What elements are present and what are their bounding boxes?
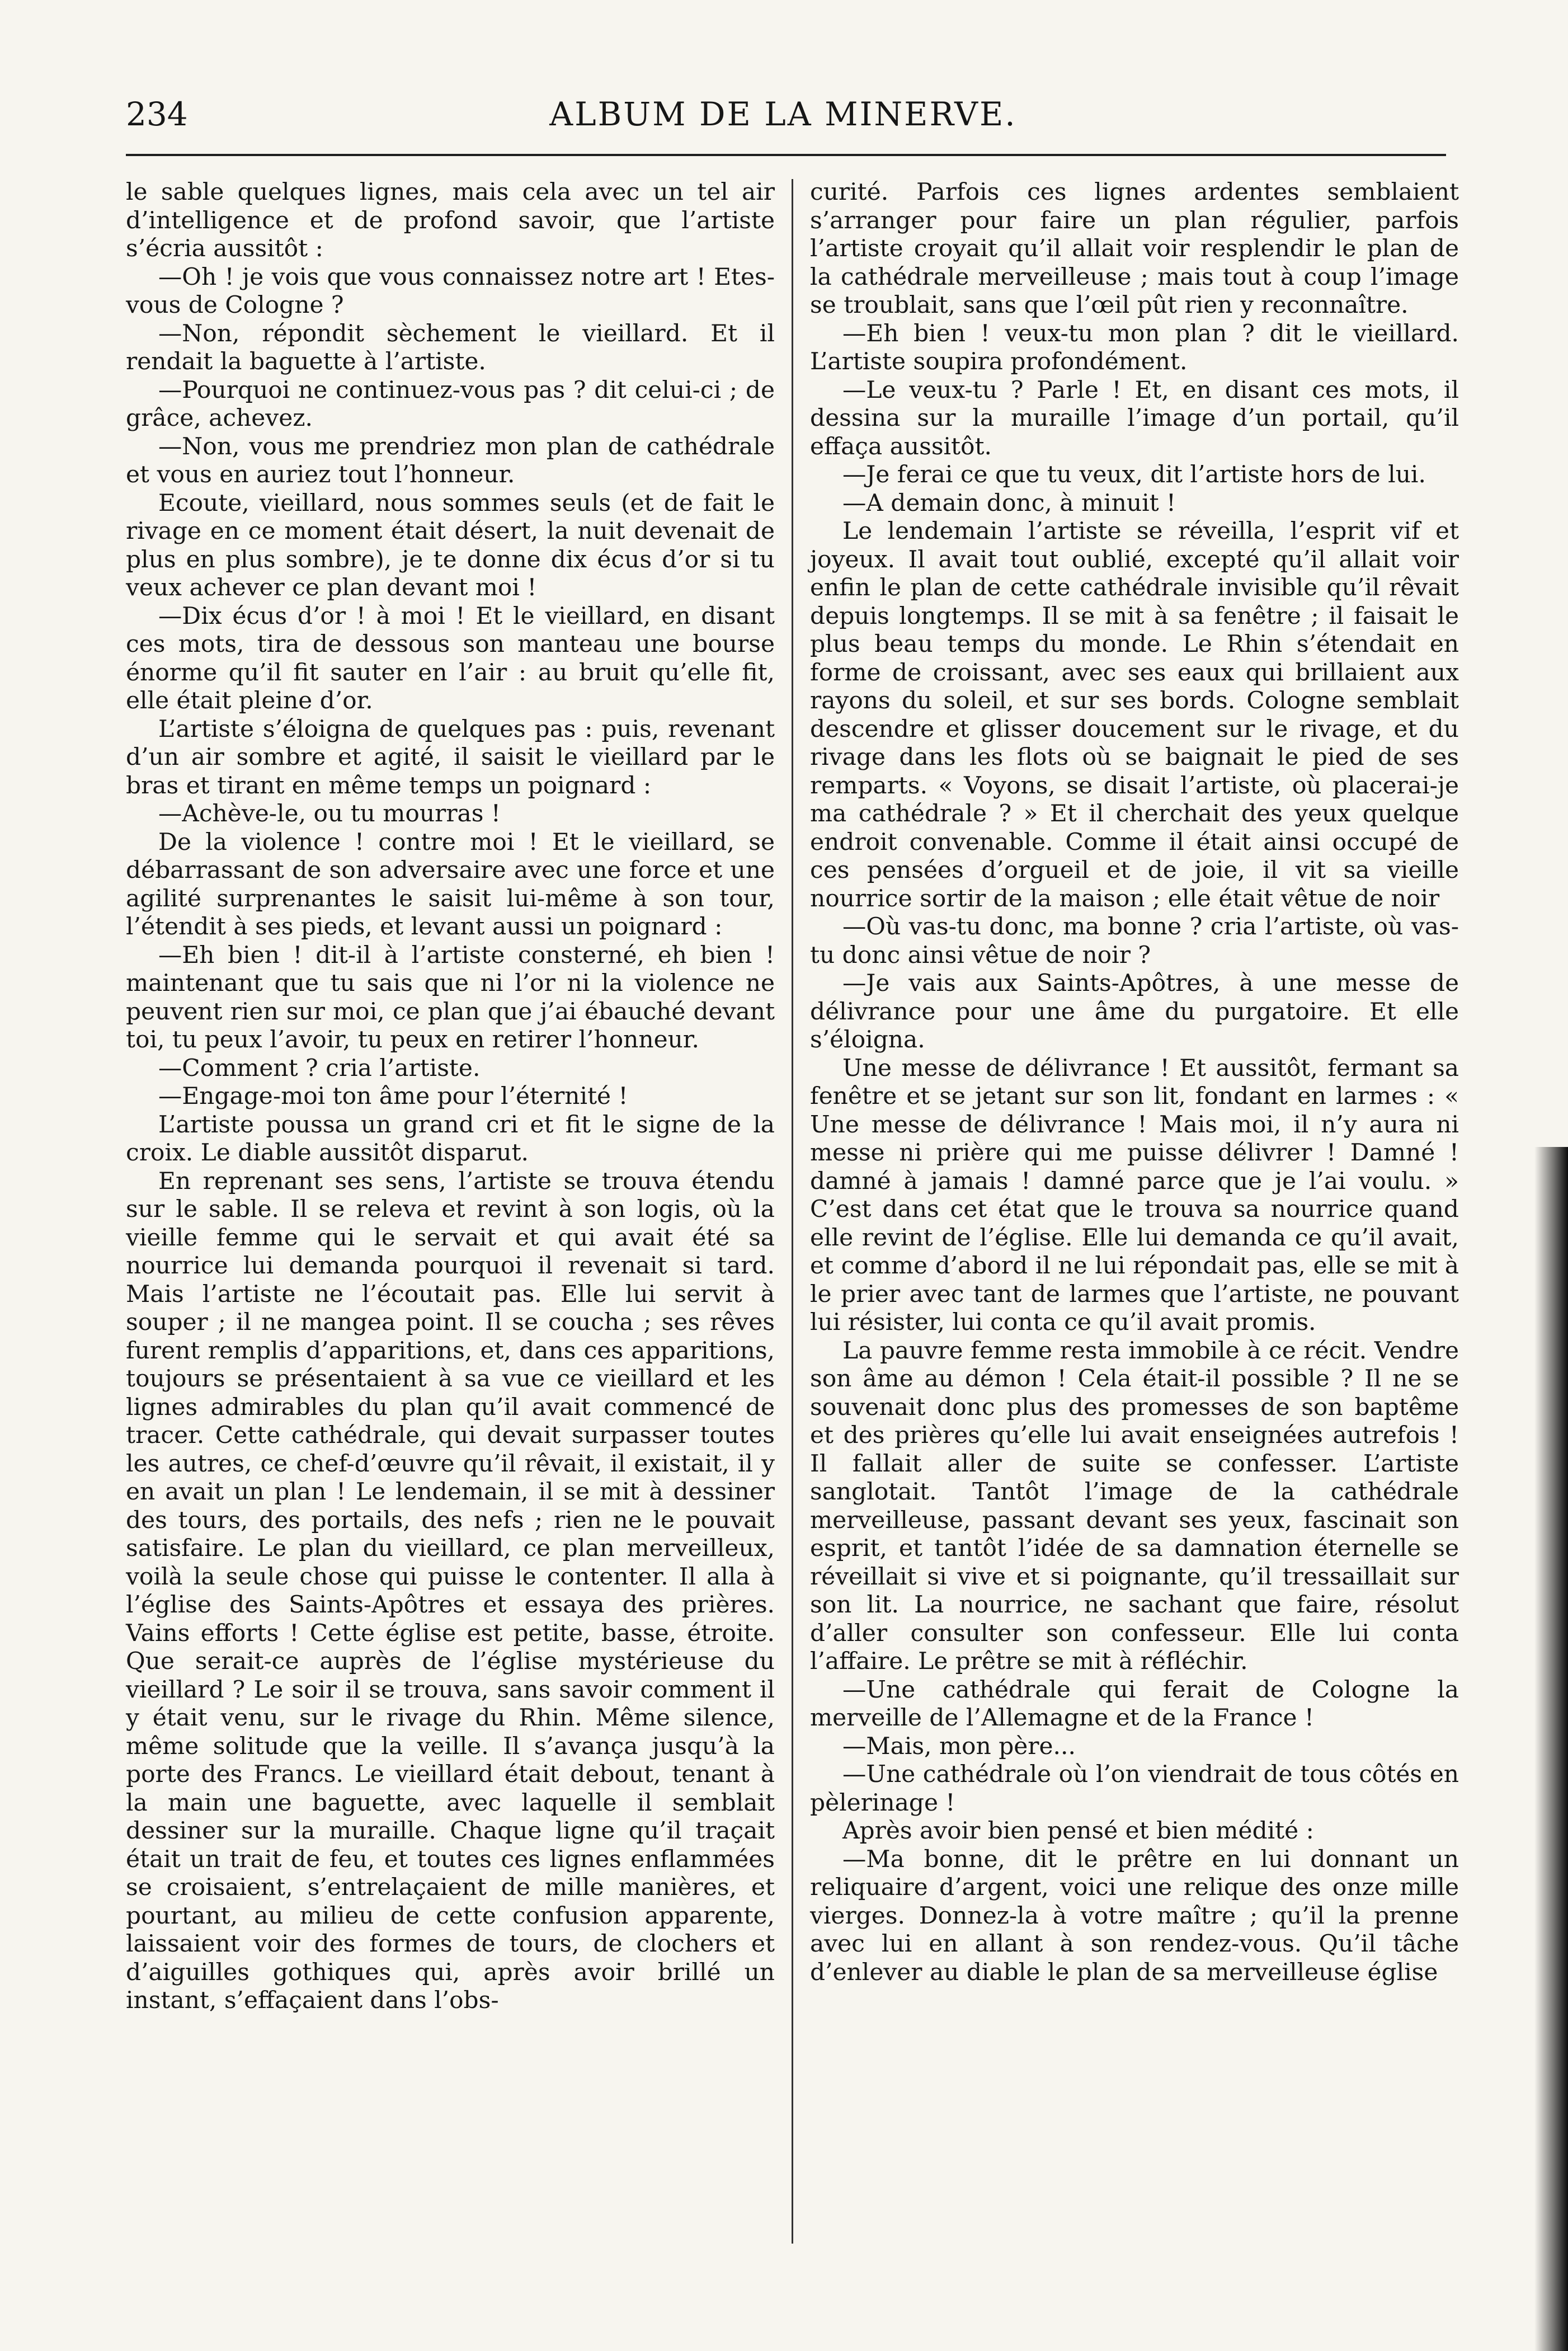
paragraph: —Oh ! je vois que vous connaissez notre art ! Etes-vous de Cologne ?: [126, 262, 775, 318]
paragraph: Une messe de délivrance ! Et aussitôt, fermant sa fenêtre et se jetant sur son lit, fondant en larmes : « Une messe de délivrance ! Mais moi, il n’y aura ni messe ni prière qui me puisse délivrer ! Damné ! damné à jamais ! damné parce que je l’ai voulu. » C’est dans cet état que le trouva sa nourrice quand elle revint de l’église. Elle lui demanda ce qu’il avait, et comme d’abord il ne lui répondait pas, elle se mit à le prier avec tant de larmes que l’artiste, ne pouvant lui résister, lui conta ce qu’il avait promis.: [810, 1054, 1459, 1336]
left-column: [126, 178, 775, 2015]
paragraph: —Mais, mon père...: [842, 1732, 1076, 1760]
paragraph: L’artiste s’éloigna de quelques pas : puis, revenant d’un air sombre et agité, il saisit le vieillard par le bras et tirant en même temps un poignard :: [126, 714, 775, 799]
paragraph: L’artiste poussa un grand cri et fit le signe de la croix. Le diable aussitôt disparut.: [126, 1110, 775, 1166]
paragraph: Ecoute, vieillard, nous sommes seuls (et de fait le rivage en ce moment était désert, la nuit devenait de plus en plus sombre), je te donne dix écus d’or si tu veux achever ce plan devant moi !: [126, 488, 775, 601]
column-divider: [792, 179, 793, 2244]
paragraph: —Je ferai ce que tu veux, dit l’artiste hors de lui.: [842, 460, 1426, 488]
paragraph: —Le veux-tu ? Parle ! Et, en disant ces mots, il dessina sur la muraille l’image d’un portail, qu’il effaça aussitôt.: [810, 375, 1459, 460]
paragraph: —Comment ? cria l’artiste.: [158, 1054, 481, 1082]
paragraph: —Je vais aux Saints-Apôtres, à une messe de délivrance pour une âme du purgatoire. Et elle s’éloigna.: [810, 969, 1459, 1053]
paragraph: —Engage-moi ton âme pour l’éternité !: [158, 1082, 628, 1109]
paragraph: Le lendemain l’artiste se réveilla, l’esprit vif et joyeux. Il avait tout oublié, excepté qu’il allait voir enfin le plan de cette cathédrale invisible qu’il rêvait depuis longtemps. Il se mit à sa fenêtre ; il faisait le plus beau temps du monde. Le Rhin s’étendait en forme de croissant, avec ses eaux qui brillaient aux rayons du soleil, et sur ses bords. Cologne semblait descendre et glisser doucement sur le rivage, et du rivage dans les flots où se baignait le pied de ses remparts. « Voyons, se disait l’artiste, où placerai-je ma cathédrale ? » Et il cherchait des yeux quelque endroit convenable. Comme il était ainsi occupé de ces pensées d’orgueil et de joie, il vit sa vieille nourrice sortir de la maison ; elle était vêtue de noir: [810, 517, 1459, 912]
paragraph: De la violence ! contre moi ! Et le vieillard, se débarrassant de son adversaire avec une force et une agilité surprenantes le saisit lui-même à son tour, l’étendit à ses pieds, et levant aussi un poignard :: [126, 827, 775, 940]
paragraph: —Une cathédrale qui ferait de Cologne la merveille de l’Allemagne et de la France !: [810, 1675, 1459, 1731]
paragraph: —Non, répondit sèchement le vieillard. Et il rendait la baguette à l’artiste.: [126, 319, 775, 375]
paragraph: La pauvre femme resta immobile à ce récit. Vendre son âme au démon ! Cela était-il possible ? Il ne se souvenait donc plus des promesses de son baptême et des prières qu’elle lui avait enseignées autrefois ! Il fallait aller de suite se confesser. L’artiste sanglotait. Tantôt l’image de la cathédrale merveilleuse, passant devant ses yeux, fascinait son esprit, et tantôt l’idée de sa damnation éternelle se réveillait si vive et si poignante, qu’il tressaillait sur son lit. La nourrice, ne sachant que faire, résolut d’aller consulter son confesseur. Elle lui conta l’affaire. Le prêtre se mit à réfléchir.: [810, 1336, 1459, 1675]
header-rule: [126, 154, 1446, 156]
paragraph: le sable quelques lignes, mais cela avec un tel air d’intelligence et de profond savoir, que l’artiste s’écria aussitôt :: [126, 178, 775, 262]
paragraph: —Non, vous me prendriez mon plan de cathédrale et vous en auriez tout l’honneur.: [126, 432, 775, 488]
paragraph: —Eh bien ! dit-il à l’artiste consterné, eh bien ! maintenant que tu sais que ni l’or ni la violence ne peuvent rien sur moi, ce plan que j’ai ébauché devant toi, tu peux l’avoir, tu peux en retirer l’honneur.: [126, 941, 775, 1053]
paragraph: —Ma bonne, dit le prêtre en lui donnant un reliquaire d’argent, voici une relique des onze mille vierges. Donnez-la à votre maître ; qu’il la prenne avec lui en allant à son rendez-vous. Qu’il tâche d’enlever au diable le plan de sa merveilleuse église: [810, 1845, 1459, 1986]
right-column: [810, 178, 1459, 1986]
page-number: 234: [126, 95, 188, 133]
paragraph: —Eh bien ! veux-tu mon plan ? dit le vieillard. L’artiste soupira profondément.: [810, 319, 1459, 375]
paragraph: —Une cathédrale où l’on viendrait de tous côtés en pèlerinage !: [810, 1760, 1459, 1816]
running-title: ALBUM DE LA MINERVE.: [549, 95, 1017, 133]
paragraph: —Dix écus d’or ! à moi ! Et le vieillard, en disant ces mots, tira de dessous son manteau une bourse énorme qu’il fit sauter en l’air : au bruit qu’elle fit, elle était pleine d’or.: [126, 601, 775, 714]
page-edge-shadow: [1534, 1147, 1568, 2351]
paragraph: curité. Parfois ces lignes ardentes semblaient s’arranger pour faire un plan régulier, parfois l’artiste croyait qu’il allait voir resplendir le plan de la cathédrale merveilleuse ; mais tout à coup l’image se troublait, sans que l’œil pût rien y reconnaître.: [810, 178, 1459, 318]
paragraph: —Où vas-tu donc, ma bonne ? cria l’artiste, où vas-tu donc ainsi vêtue de noir ?: [810, 913, 1459, 968]
paragraph: —A demain donc, à minuit !: [842, 488, 1176, 516]
paragraph: —Achève-le, ou tu mourras !: [158, 800, 501, 827]
paragraph: En reprenant ses sens, l’artiste se trouva étendu sur le sable. Il se releva et revint à son logis, où la vieille femme qui le servait et qui avait été sa nourrice lui demanda pourquoi il revenait si tard. Mais l’artiste ne l’écoutait pas. Elle lui servit à souper ; il ne mangea point. Il se coucha ; ses rêves furent remplis d’apparitions, et, dans ces apparitions, toujours se présentaient à sa vue ce vieillard et les lignes admirables du plan qu’il avait commencé de tracer. Cette cathédrale, qui devait surpasser toutes les autres, ce chef-d’œuvre qu’il rêvait, il existait, il y en avait un plan ! Le lendemain, il se mit à dessiner des tours, des portails, des nefs ; rien ne le pouvait satisfaire. Le plan du vieillard, ce plan merveilleux, voilà la seule chose qui puisse le contenter. Il alla à l’église des Saints-Apôtres et essaya des prières. Vains efforts ! Cette église est petite, basse, étroite. Que serait-ce auprès de l’église mystérieuse du vieillard ? Le soir il se trouva, sans savoir comment il y était venu, sur le rivage du Rhin. Même silence, même solitude que la veille. Il s’avança jusqu’à la porte des Francs. Le vieillard était debout, tenant à la main une baguette, avec laquelle il semblait dessiner sur la muraille. Chaque ligne qu’il traçait était un trait de feu, et toutes ces lignes enflammées se croisaient, s’entrelaçaient de mille manières, et pourtant, au milieu de cette confusion apparente, laissaient voir des formes de tours, de clochers et d’aiguilles gothiques qui, après avoir brillé un instant, s’effaçaient dans l’obs-: [126, 1167, 775, 2014]
paragraph: Après avoir bien pensé et bien médité :: [842, 1817, 1314, 1844]
paragraph: —Pourquoi ne continuez-vous pas ? dit celui-ci ; de grâce, achevez.: [126, 375, 775, 431]
